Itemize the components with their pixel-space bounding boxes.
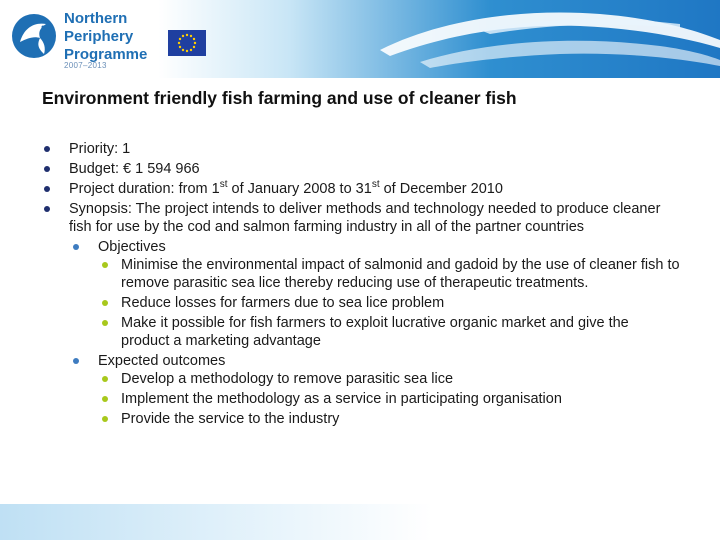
duration-part-3: of December 2010: [379, 181, 503, 197]
objectives-list: [98, 256, 680, 350]
list-item-budget: Budget: € 1 594 966: [40, 160, 680, 178]
eu-flag-icon: [168, 30, 206, 56]
outcome-item: Implement the methodology as a service in participating organisation: [98, 390, 680, 408]
slide-title: Environment friendly fish farming and use of cleaner fish: [42, 88, 517, 108]
list-item-objectives: [69, 238, 680, 350]
slide-content: [40, 140, 680, 430]
outcome-item: Develop a methodology to remove parasitic sea lice: [98, 370, 680, 388]
duration-superscript-2: st: [371, 179, 380, 191]
objectives-label: Objectives: [98, 239, 166, 255]
logo-line-2: Periphery: [64, 28, 134, 45]
decorative-swoosh: [360, 0, 720, 78]
objective-item: Make it possible for fish farmers to exploit lucrative organic market and give the product a marketing advantage: [98, 314, 680, 350]
outcomes-label: Expected outcomes: [98, 353, 226, 369]
objective-item: Minimise the environmental impact of salmonid and gadoid by the use of cleaner fish to remove parasitic sea lice thereby reducing use of therapeutic treatments.: [98, 256, 680, 292]
bird-logo-icon: [10, 8, 62, 60]
duration-part-2: of January 2008 to 31: [227, 181, 372, 197]
programme-name: [64, 10, 147, 64]
header-banner: [0, 0, 720, 78]
list-item-priority: Priority: 1: [40, 140, 680, 158]
duration-part-1: Project duration: from 1: [69, 181, 220, 197]
synopsis-sublist: [69, 238, 680, 428]
list-item-duration: [40, 180, 680, 198]
list-item-synopsis: [40, 200, 680, 428]
outcomes-list: [98, 370, 680, 428]
objective-item: Reduce losses for farmers due to sea lice problem: [98, 294, 680, 312]
duration-superscript-1: st: [219, 179, 228, 191]
bottom-decorative-band: [0, 504, 720, 540]
logo-line-3: Programme: [64, 46, 148, 63]
logo-line-1: Northern: [64, 10, 128, 27]
outcome-item: Provide the service to the industry: [98, 410, 680, 428]
programme-years: 2007–2013: [64, 61, 107, 70]
main-bullet-list: [40, 140, 680, 428]
synopsis-text: Synopsis: The project intends to deliver methods and technology needed to produce cleaner fish for use by the cod and salmon farming industry in all of the partner countries: [69, 201, 661, 235]
list-item-outcomes: [69, 352, 680, 428]
